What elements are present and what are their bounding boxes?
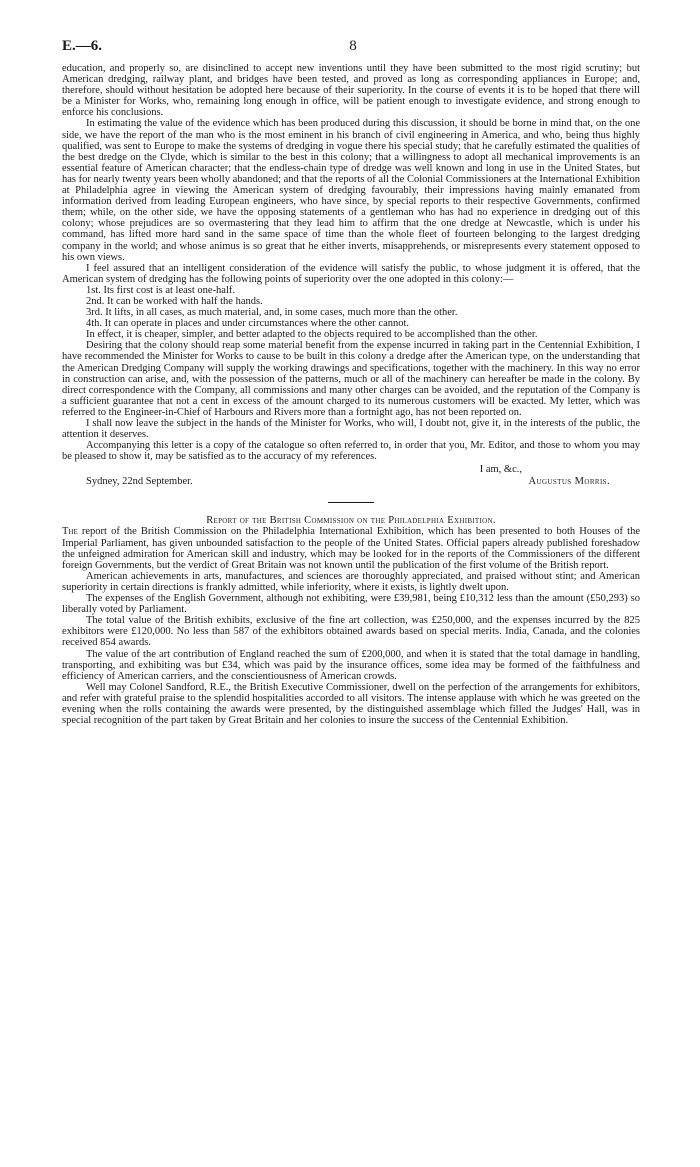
superiority-point: 4th. It can operate in places and under circumstances where the other cannot. — [86, 318, 410, 330]
paragraph: Desiring that the colony should reap some material benefit from the expense incurred in taking part in the Centennial Exhibition, I have recommended the Minister for Works to cause to be built in this colony a dredge after the American type, on the understanding that the American Dredging Company will supply the working drawings and specifications, together with the machinery. In this way no error in construction can arise, and, with the possession of the patterns, much or all of the machinery can hereafter be made in the colony. By direct correspondence with the Company, all commissions and many other charges can be avoided, and the reputation of the Company is a sufficient guarantee that not a cent in excess of the amount charged to its numerous customers will be exacted. My letter, which was referred to the Engineer-in-Chief of Harbours and Rivers more than a fortnight ago, has not been reported on. — [62, 340, 640, 418]
page-body — [62, 63, 640, 726]
paragraph: I feel assured that an intelligent consideration of the evidence will satisfy the public, to whose judgment it is offered, that the American system of dredging has the following points of superiority over the one adopted in this colony:— — [62, 262, 640, 285]
signature: Augustus Morris. — [528, 476, 610, 488]
superiority-point: 3rd. It lifts, in all cases, as much material, and, in some cases, much more than the other. — [86, 307, 458, 319]
place-date: Sydney, 22nd September. — [86, 476, 193, 488]
report-paragraph: The value of the art contribution of England reached the sum of £200,000, and when it is stated that the total damage in handling, transporting, and exhibiting was but £34, which was paid by the insurance offices, some idea may be formed of the faithfulness and efficiency of American carriers, and the conscientiousness of American crowds. — [62, 648, 640, 682]
report-first-word: The — [62, 526, 78, 538]
report-paragraph: The expenses of the English Government, although not exhibiting, were £39,981, being £10,312 less than the amount (£50,293) so liberally voted by Parliament. — [62, 593, 640, 616]
paragraph: Accompanying this letter is a copy of the catalogue so often referred to, in order that you, Mr. Editor, and those to whom you may be pleased to show it, may be satisfied as to the accuracy of my references. — [62, 440, 640, 463]
paragraph: In estimating the value of the evidence which has been produced during this discussion, it should be borne in mind that, on the one side, we have the report of the man who is the most eminent in his branch of civil engineering in America, and who, being thus highly qualified, was sent to Europe to make the systems of dredging in vogue there his special study; that he carefully estimated the qualities of the best dredge on the Clyde, which is similar to the best in this colony; that a willingness to adopt all mechanical improvements is an essential feature of American character; that the endless-chain type of dredge was well known and long in use in the United States, but has for nearly twenty years been wholly abandoned; and that the reports of all the Colonial Commissioners at the International Exhibition at Philadelphia agree in viewing the American system of dredging favourably, their impressions having mainly emanated from information derived from leading European engineers, who have since, by special reports to their respective Governments, confirmed them; while, on the other side, we have the opposing statements of a gentleman who has had no experience in dredging out of this colony; whose prejudices are so overmastering that they lead him to affirm that the one dredge at Newcastle, which is under his command, has lifted more hard sand in the same space of time than the whole fleet of fourteen belonging to the largest dredging company in the world; and whose animus is so great that he either inverts, misapprehends, or misrepresents every statement opposed to his own views. — [62, 118, 640, 263]
superiority-point: 2nd. It can be worked with half the hands. — [86, 295, 263, 307]
page-header — [62, 38, 644, 58]
paragraph: I shall now leave the subject in the hands of the Minister for Works, who will, I doubt not, give it, in the interests of the public, the attention it deserves. — [62, 418, 640, 441]
report-paragraph: The total value of the British exhibits, exclusive of the fine art collection, was £250,000, and the expenses incurred by the 825 exhibitors were £120,000. No less than 587 of the exhibitors obtained awards based on special merits. India, Canada, and the colonies received 854 awards. — [62, 615, 640, 649]
report-paragraph: American achievements in arts, manufactures, and sciences are thoroughly appreciated, and praised without stint; and American superiority in certain directions is frankly admitted, while inferiority, where it exists, is lightly dwelt upon. — [62, 570, 640, 593]
superiority-point: 1st. Its first cost is at least one-half. — [86, 284, 236, 296]
paragraph: education, and properly so, are disinclined to accept new inventions until they have been submitted to the most rigid scrutiny; but American dredging, railway plant, and bridges have been tested, and proved as long as corresponding appliances in Europe; and, therefore, should without hesitation be adopted here because of their superiority. In the course of events it is to be hoped that there will be a Minister for Works, who, remaining long enough in office, will be patient enough to investigate evidence, and strong enough to enforce his conclusions. — [62, 63, 640, 119]
report-paragraph-text: report of the British Commission on the Philadelphia International Exhibition, which has been presented to both Houses of the Imperial Parliament, has given unbounded satisfaction to the people of the United States. Official papers already published foreshadow the unfeigned admiration for American skill and industry, which may be looked for in the reports of the Commissioners of the different foreign Governments, but the verdict of Great Britain was not known until the publication of the first volume of the British report. — [62, 526, 641, 571]
report-paragraph — [62, 526, 640, 570]
report-paragraph: Well may Colonel Sandford, R.E., the British Executive Commissioner, dwell on the perfection of the arrangements for exhibitors, and refer with grateful praise to the splendid hospitalities accorded to all visitors. The intense applause with which he was greeted on the evening when the rolls containing the awards were presented, by the distinguished assemblage which filled the Judges' Hall, was in special recognition of the part taken by Great Britain and her colonies to insure the success of the Centennial Exhibition. — [62, 681, 640, 727]
section-divider — [328, 502, 374, 503]
report-title: Report of the British Commission on the Philadelphia Exhibition. — [206, 515, 496, 527]
paper-reference: E.—6. — [62, 38, 103, 54]
closing-salutation: I am, &c., — [479, 464, 522, 476]
paragraph: In effect, it is cheaper, simpler, and better adapted to the objects required to be accomplished than the other. — [86, 329, 538, 341]
letter-closing — [62, 464, 640, 492]
page-number: 8 — [349, 38, 357, 54]
